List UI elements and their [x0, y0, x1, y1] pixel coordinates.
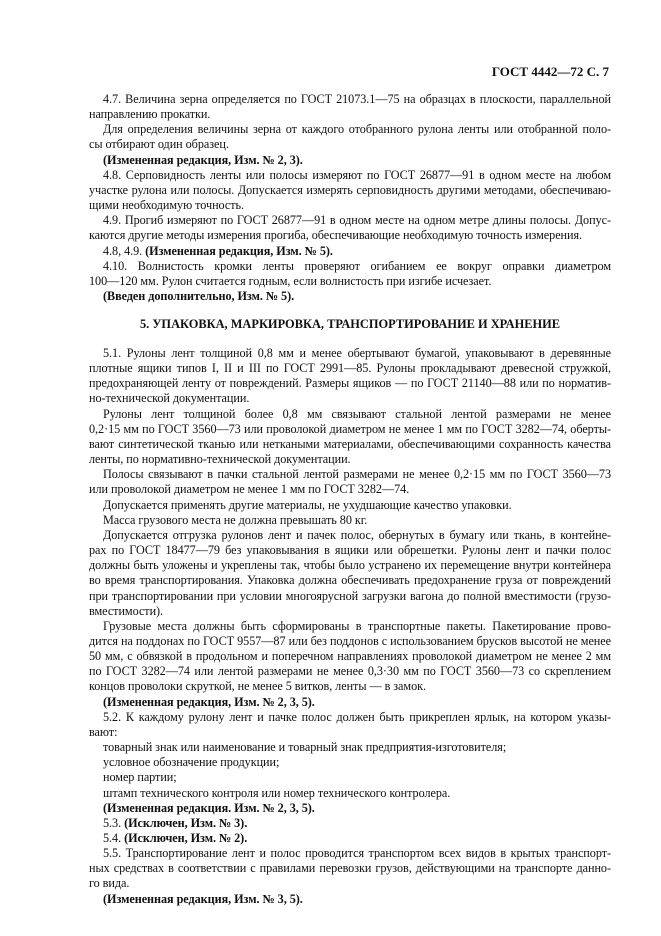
text-line: Масса грузового места не должна превышать 80 кг.: [103, 512, 368, 527]
text-line: [89, 801, 611, 816]
amendment-note: [89, 892, 611, 907]
paragraph: [89, 122, 611, 152]
paragraph: [89, 786, 611, 801]
text-line: Рулоны лент толщиной более 0,8 мм связывают стальной лентой размерами не менее: [103, 406, 611, 421]
amendment-note: [89, 831, 611, 846]
text-line: сы отбирают один образец.: [89, 137, 229, 152]
paragraph: [89, 710, 611, 740]
section-5-body: [89, 346, 611, 907]
paragraph: [89, 740, 611, 755]
text-line: щими необходимую точность.: [89, 198, 245, 213]
paragraph: [89, 467, 611, 497]
amendment-note: [89, 153, 611, 168]
text-line: участке рулона или полосы. Допускается измерять серповидность другими методами, обеспечиваю-: [89, 182, 611, 197]
amendment-text: (Измененная редакция, Изм. № 2, 3).: [103, 152, 303, 167]
text-line: концов проволоки скруткой, не менее 5 витков, ленты — в замок.: [89, 679, 426, 694]
section-4-body: [89, 92, 611, 304]
amendment-text: (Измененная редакция. Изм. № 2, 3, 5).: [103, 800, 315, 815]
text-line: по ГОСТ 3282—74 или лентой размерами не менее 0,3·30 мм по ГОСТ 3560—73 со скреплением: [89, 664, 611, 679]
amendment-text: (Измененная редакция, Изм. № 5).: [145, 243, 333, 258]
text-line: номер партии;: [103, 770, 177, 785]
text-line: но-технической документации.: [89, 391, 250, 406]
amendment-note: [89, 244, 611, 259]
text-line: во время транспортирования. Упаковка должна обеспечивать предохранение груза от повреждений: [89, 573, 611, 588]
text-line: 4.7. Величина зерна определяется по ГОСТ 21073.1—75 на образцах в плоскости, параллельной: [103, 92, 611, 106]
text-line: Грузовые места должны быть сформированы в транспортные пакеты. Пакетирование прово-: [103, 618, 611, 633]
text-line: [89, 892, 611, 907]
text-line: Для определения величины зерна от каждого отобранного рулона ленты или отобранной поло-: [103, 122, 611, 137]
paragraph: [89, 92, 611, 122]
text-line: предохраняющей ленту от повреждений. Размеры ящиков — по ГОСТ 21140—88 или по норматив-: [89, 376, 611, 391]
amendment-note: [89, 801, 611, 816]
paragraph: [89, 755, 611, 770]
paragraph: [89, 498, 611, 513]
text-line: или проволокой диаметром не менее 1 мм по ГОСТ 3282—74.: [89, 482, 410, 497]
text-line: Допускается применять другие материалы, не ухудшающие качество упаковки.: [103, 497, 512, 512]
text-line: ных средствах в соответствии с правилами перевозки грузов, действующими на транспорте данно-: [89, 861, 611, 876]
text-line: 0,2·15 мм по ГОСТ 3560—73 или проволокой диаметром не менее 1 мм по ГОСТ 3282—74, оберты-: [89, 421, 611, 436]
text-line: 4.10. Волнистость кромки ленты проверяют огибанием ее вокруг оправки диаметром: [103, 258, 611, 273]
text-line: 5.2. К каждому рулону лент и пачке полос должен быть прикреплен ярлык, на котором указы-: [103, 709, 611, 724]
text-line: [89, 244, 611, 259]
text-line: 5.1. Рулоны лент толщиной 0,8 мм и менее обертывают бумагой, упаковывают в деревянные: [103, 346, 611, 360]
amendment-text: (Введен дополнительно, Изм. № 5).: [103, 289, 295, 304]
text-line: плотные ящики типов I, II и III по ГОСТ 2991—85. Рулоны прокладывают древесной стружкой,: [89, 361, 611, 376]
paragraph: [89, 346, 611, 407]
text-line: вают синтетической тканью или неткаными материалами, обеспечивающими сохранность качества: [89, 436, 611, 451]
text-line: рах по ГОСТ 18477—79 без упаковывания в ящики или обрешетки. Рулоны лент и пачки полос: [89, 543, 611, 558]
text-line: должны быть уложены и укреплены так, чтобы было устранено их перемещение внутри контейнера: [89, 558, 611, 573]
text-line: Допускается отгрузка рулонов лент и пачек полос, обернутых в бумагу или ткань, в контейне-: [103, 527, 611, 542]
amendment-note: [89, 289, 611, 304]
text-line: штамп технического контроля или номер технического контролера.: [103, 785, 451, 800]
text-line: при транспортировании при условии многоярусной загрузки вагона до полной вместимости (грузо-: [89, 588, 611, 603]
text-line: [89, 831, 611, 846]
text-line: [89, 816, 611, 831]
paragraph: [89, 513, 611, 528]
paragraph: [89, 259, 611, 289]
text-line: товарный знак или наименование и товарный знак предприятия-изготовителя;: [103, 740, 507, 755]
paragraph: [89, 619, 611, 695]
amendment-note: [89, 816, 611, 831]
text-line: 4.8. Серповидность ленты или полосы измеряют по ГОСТ 26877—91 в одном месте на любом: [103, 167, 611, 182]
text-line: 50 мм, с обвязкой в продольном и поперечном направлениях проволокой диаметром не менее 2 мм: [89, 649, 611, 664]
clause-number: 5.4.: [103, 831, 125, 845]
text-line: Полосы связывают в пачки стальной лентой размерами не менее 0,2·15 мм по ГОСТ 3560—73: [103, 467, 611, 482]
amendment-text: (Исключен, Изм. № 2).: [124, 831, 248, 845]
text-line: направлению прокатки.: [89, 107, 211, 122]
text-line: каются другие методы измерения прогиба, обеспечивающие необходимую точность измерения.: [89, 228, 583, 243]
text-line: дится на поддонах по ГОСТ 9557—87 или без поддонов с использованием брусков высотой не менее: [89, 633, 611, 648]
text-line: вают:: [89, 724, 118, 739]
amendment-note: [89, 695, 611, 710]
clause-number: 5.3.: [103, 815, 125, 830]
text-line: 4.9. Прогиб измеряют по ГОСТ 26877—91 в одном месте на одном метре длины полосы. Допус-: [103, 213, 611, 228]
paragraph: [89, 770, 611, 785]
paragraph: [89, 407, 611, 468]
text-line: го вида.: [89, 876, 130, 891]
text-line: [89, 153, 611, 168]
text-line: 100—120 мм. Рулон считается годным, если волнистость при изгибе исчезает.: [89, 273, 492, 288]
paragraph: [89, 528, 611, 619]
text-line: ленты, по нормативно-технической документации.: [89, 452, 351, 467]
text-line: условное обозначение продукции;: [103, 755, 280, 770]
text-line: вместимости).: [89, 603, 164, 618]
section-5-heading: 5. УПАКОВКА, МАРКИРОВКА, ТРАНСПОРТИРОВАНИЕ И ХРАНЕНИЕ: [139, 317, 561, 331]
text-line: [89, 695, 611, 710]
text-line: 5.5. Транспортирование лент и полос проводится транспортом всех видов в крытых транспорт-: [103, 846, 611, 861]
text-line: [89, 289, 611, 304]
amendment-text: (Исключен, Изм. № 3).: [124, 815, 248, 830]
paragraph: [89, 168, 611, 213]
amendment-text: (Измененная редакция, Изм. № 2, 3, 5).: [103, 694, 315, 709]
amendment-text: (Измененная редакция, Изм. № 3, 5).: [103, 891, 303, 906]
paragraph: [89, 213, 611, 243]
clause-number: 4.8, 4.9.: [103, 243, 146, 258]
page-header: ГОСТ 4442—72 С. 7: [491, 64, 609, 79]
paragraph: [89, 846, 611, 891]
